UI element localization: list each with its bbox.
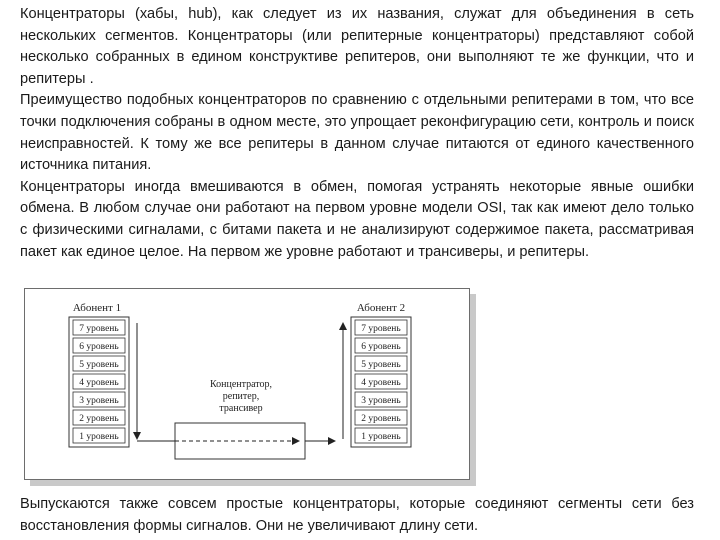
stack-left: [69, 317, 129, 447]
stack-right-level-4-label: 4 уровень: [361, 378, 401, 388]
stack-left-level-5-label: 5 уровень: [79, 360, 119, 370]
stack-right-level-2-label: 2 уровень: [361, 414, 401, 424]
stack-left-level-3-label: 3 уровень: [79, 396, 119, 406]
paragraph-simple-hubs: Выпускаются также совсем простые концентраторы, которые соединяют сегменты сети без восстановления формы сигналов. Они не увеличивают длину сети.: [20, 496, 694, 534]
stack-left-level-7-label: 7 уровень: [79, 324, 119, 334]
stack-left-level-4-label: 4 уровень: [79, 378, 119, 388]
device-label-line-2: репитер,: [222, 391, 260, 402]
osi-hub-diagram: [24, 288, 470, 480]
diagram-canvas: [25, 289, 469, 479]
stack-right-level-7-label: 7 уровень: [361, 324, 401, 334]
paragraph-hubs-definition: Концентраторы (хабы, hub), как следует из их названия, служат для объединения в сеть нескольких сегментов. Концентраторы (или репитерные концентраторы) представляют собой несколько собранных в едином конструктиве репитеров, они выполняют те же функции, что и репитеры .: [20, 6, 694, 87]
stack-right: [351, 317, 411, 447]
bottom-text-block: [20, 494, 694, 537]
stack-right-level-5-label: 5 уровень: [361, 360, 401, 370]
stack-right-level-1-label: 1 уровень: [361, 432, 401, 442]
stack-right-level-3-label: 3 уровень: [361, 396, 401, 406]
subscriber-right-title: Абонент 2: [356, 302, 406, 314]
device-label-line-1: Концентратор,: [209, 379, 273, 390]
stack-left-level-2-label: 2 уровень: [79, 414, 119, 424]
stack-left-level-6-label: 6 уровень: [79, 342, 119, 352]
stack-left-level-1-label: 1 уровень: [79, 432, 119, 442]
top-text-block: [20, 4, 694, 263]
subscriber-left-title: Абонент 1: [72, 302, 122, 314]
paragraph-hub-advantages: Преимущество подобных концентраторов по сравнению с отдельными репитерами в том, что все точки подключения собраны в одном месте, это упрощает реконфигурацию сети, контроль и поиск неисправностей. К тому же все репитеры в данном случае питаются от единого качественного источника питания.: [20, 92, 694, 174]
device-label-line-3: трансивер: [219, 403, 263, 414]
paragraph-hub-osi-level: Концентраторы иногда вмешиваются в обмен, помогая устранять некоторые явные ошибки обмена. В любом случае они работают на первом уровне модели OSI, так как имеют дело только с физическими сигналами, с битами пакета и не анализируют содержимое пакета, рассматривая пакет как единое целое. На первом же уровне работают и трансиверы, и репитеры.: [20, 178, 694, 260]
stack-right-level-6-label: 6 уровень: [361, 342, 401, 352]
